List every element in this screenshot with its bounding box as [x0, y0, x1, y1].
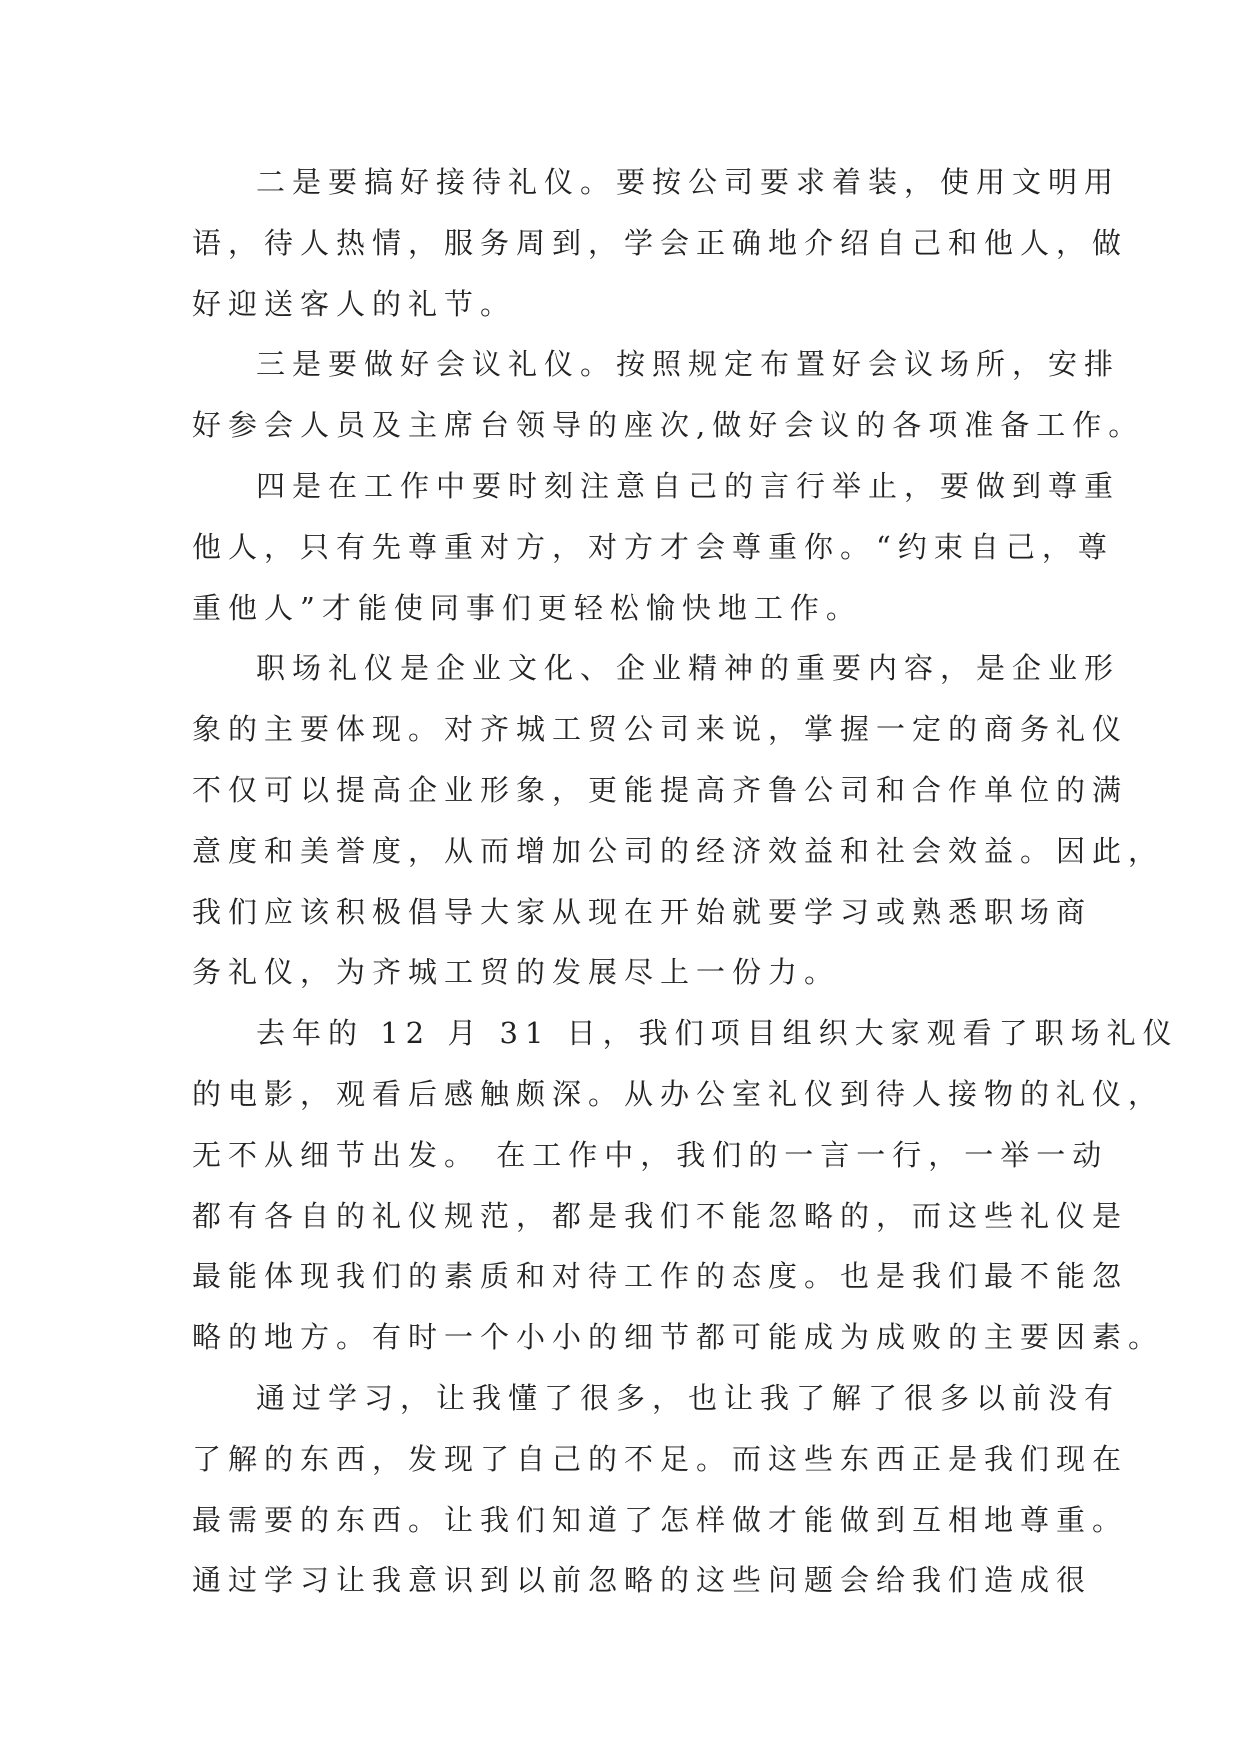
text-line: 无不从细节出发。 在工作中，我们的一言一行，一举一动 [192, 1137, 1109, 1172]
paragraph-work-conduct [192, 456, 1121, 638]
paragraph-learning-takeaways [192, 1368, 1129, 1611]
text-line: 不仅可以提高企业形象，更能提高齐鲁公司和合作单位的满 [192, 772, 1129, 807]
text-line: 最能体现我们的素质和对待工作的态度。也是我们最不能忽 [192, 1259, 1129, 1294]
document-body [192, 152, 1179, 1611]
text-line: 四是在工作中要时刻注意自己的言行举止，要做到尊重 [256, 468, 1121, 503]
text-line: 意度和美誉度，从而增加公司的经济效益和社会效益。因此， [192, 833, 1165, 868]
text-line: 三是要做好会议礼仪。按照规定布置好会议场所，安排 [256, 347, 1121, 382]
text-line: 都有各自的礼仪规范，都是我们不能忽略的，而这些礼仪是 [192, 1198, 1129, 1233]
text-line: 通过学习，让我懂了很多，也让我了解了很多以前没有 [256, 1380, 1121, 1415]
text-line: 好迎送客人的礼节。 [192, 286, 517, 321]
text-line: 他人，只有先尊重对方，对方才会尊重你。“约束自己，尊 [192, 529, 1114, 564]
text-line: 最需要的东西。让我们知道了怎样做才能做到互相地尊重。 [192, 1502, 1129, 1537]
text-line: 的电影，观看后感触颇深。从办公室礼仪到待人接物的礼仪， [192, 1076, 1165, 1111]
text-line: 通过学习让我意识到以前忽略的这些问题会给我们造成很 [192, 1563, 1093, 1598]
text-line: 好参会人员及主席台领导的座次,做好会议的各项准备工作。 [192, 408, 1145, 443]
paragraph-reception-etiquette [192, 152, 1129, 334]
text-line: 我们应该积极倡导大家从现在开始就要学习或熟悉职场商 [192, 894, 1093, 929]
text-line: 了解的东西，发现了自己的不足。而这些东西正是我们现在 [192, 1441, 1129, 1476]
text-line: 重他人”才能使同事们更轻松愉快地工作。 [192, 590, 862, 625]
text-line: 象的主要体现。对齐城工贸公司来说，掌握一定的商务礼仪 [192, 712, 1129, 747]
text-line: 去年的 12 月 31 日，我们项目组织大家观看了职场礼仪 [256, 1016, 1179, 1051]
text-line: 务礼仪，为齐城工贸的发展尽上一份力。 [192, 955, 841, 990]
text-line: 职场礼仪是企业文化、企业精神的重要内容，是企业形 [256, 651, 1121, 686]
paragraph-meeting-etiquette [192, 334, 1145, 456]
paragraph-workplace-etiquette-importance [192, 638, 1165, 1003]
text-line: 二是要搞好接待礼仪。要按公司要求着装，使用文明用 [256, 165, 1121, 199]
text-line: 略的地方。有时一个小小的细节都可能成为成败的主要因素。 [192, 1320, 1165, 1355]
paragraph-movie-reflection [192, 1003, 1179, 1368]
text-line: 语，待人热情，服务周到，学会正确地介绍自己和他人，做 [192, 225, 1129, 260]
